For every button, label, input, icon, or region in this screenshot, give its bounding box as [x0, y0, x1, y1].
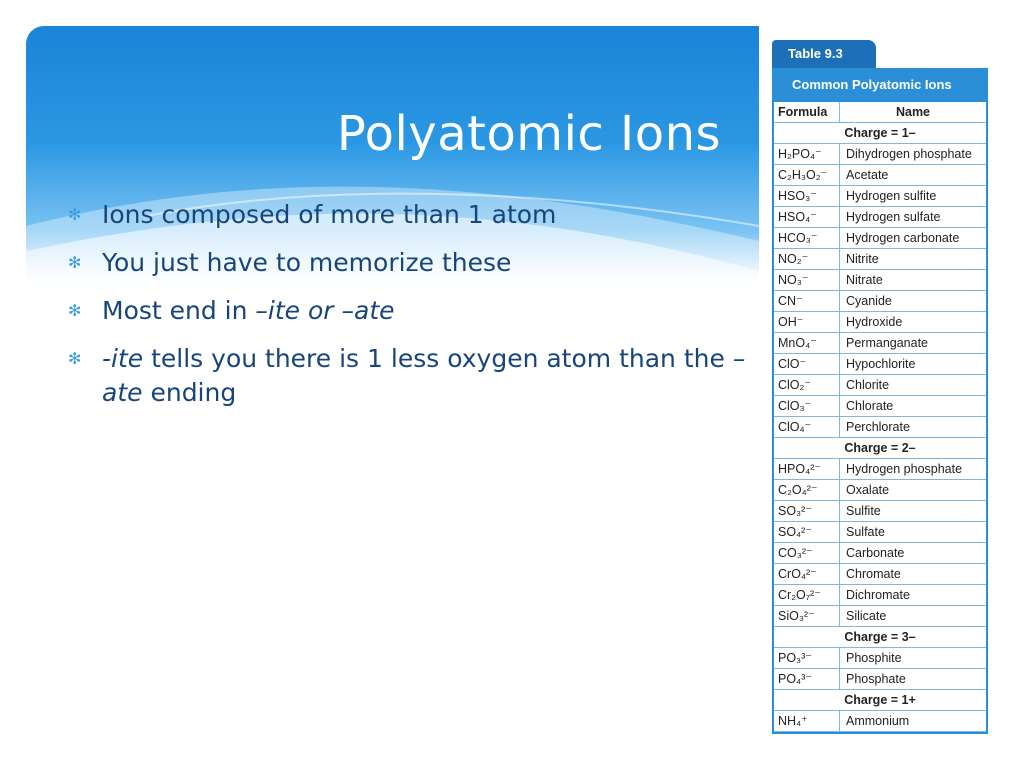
name-cell: Silicate: [846, 609, 887, 623]
formula-cell: H₂PO₄⁻: [774, 144, 840, 164]
formula-cell: HCO₃⁻: [774, 228, 840, 248]
table-row: [774, 606, 986, 627]
formula-cell: ClO₂⁻: [774, 375, 840, 395]
formula-cell: SiO₃²⁻: [774, 606, 840, 626]
table-row: [774, 291, 986, 312]
table-row: [774, 501, 986, 522]
bullet-text: You just have to memorize these: [102, 248, 512, 277]
formula-cell: CO₃²⁻: [774, 543, 840, 563]
name-cell: Dichromate: [846, 588, 910, 602]
table-row: [774, 165, 986, 186]
name-cell: Sulfite: [846, 504, 881, 518]
name-cell: Sulfate: [846, 525, 885, 539]
table-row: [774, 207, 986, 228]
table-row: [774, 648, 986, 669]
bullet-list: [68, 198, 758, 424]
formula-cell: HSO₃⁻: [774, 186, 840, 206]
table-row: [774, 585, 986, 606]
table-row: [774, 417, 986, 438]
charge-group-row: [774, 438, 986, 459]
table-row: [774, 669, 986, 690]
name-cell: Hydrogen sulfate: [846, 210, 941, 224]
name-cell: Nitrite: [846, 252, 879, 266]
charge-label: Charge = 2–: [844, 441, 916, 455]
name-cell: Hydroxide: [846, 315, 903, 329]
formula-cell: MnO₄⁻: [774, 333, 840, 353]
table-row: [774, 312, 986, 333]
name-cell: Dihydrogen phosphate: [846, 147, 972, 161]
table-header-row: [774, 102, 986, 123]
bullet-text-post: ending: [142, 378, 237, 407]
formula-cell: NH₄⁺: [774, 711, 840, 731]
name-cell: Phosphite: [846, 651, 902, 665]
formula-cell: PO₄³⁻: [774, 669, 840, 689]
bullet-text-pre: Most end in: [102, 296, 256, 325]
name-cell: Hydrogen phosphate: [846, 462, 963, 476]
bullet-item: [68, 342, 758, 410]
table-row: [774, 354, 986, 375]
table-row: [774, 396, 986, 417]
charge-group-row: [774, 690, 986, 711]
bullet-text: Ions composed of more than 1 atom: [102, 200, 557, 229]
charge-label: Charge = 3–: [844, 630, 916, 644]
name-cell: Perchlorate: [846, 420, 910, 434]
name-cell: Carbonate: [846, 546, 905, 560]
formula-cell: ClO⁻: [774, 354, 840, 374]
table-row: [774, 564, 986, 585]
table-row: [774, 186, 986, 207]
name-cell: Permanganate: [846, 336, 929, 350]
table-grid: [772, 102, 988, 734]
charge-label: Charge = 1–: [844, 126, 916, 140]
formula-cell: PO₃³⁻: [774, 648, 840, 668]
name-header: Name: [895, 105, 931, 119]
bullet-item: [68, 198, 758, 232]
formula-cell: Cr₂O₇²⁻: [774, 585, 840, 605]
bullet-text-emphasis: –ate: [102, 344, 746, 407]
name-cell: Chromate: [846, 567, 901, 581]
formula-cell: C₂O₄²⁻: [774, 480, 840, 500]
formula-cell: HPO₄²⁻: [774, 459, 840, 479]
bullet-text-emphasis: -ite: [102, 344, 144, 373]
bullet-item: [68, 294, 758, 328]
formula-cell: HSO₄⁻: [774, 207, 840, 227]
formula-cell: CrO₄²⁻: [774, 564, 840, 584]
table-row: [774, 228, 986, 249]
bullet-text-emphasis: –ite or –ate: [255, 296, 395, 325]
name-cell: Hypochlorite: [846, 357, 916, 371]
table-number-tab: Table 9.3: [772, 40, 876, 68]
charge-label: Charge = 1+: [844, 693, 916, 707]
asterisk-icon: ✻: [68, 301, 82, 320]
formula-cell: SO₃²⁻: [774, 501, 840, 521]
table-row: [774, 480, 986, 501]
charge-group-row: [774, 123, 986, 144]
table-row: [774, 543, 986, 564]
formula-cell: CN⁻: [774, 291, 840, 311]
table-row: [774, 333, 986, 354]
formula-cell: SO₄²⁻: [774, 522, 840, 542]
name-cell: Chlorate: [846, 399, 894, 413]
polyatomic-ions-table: [772, 40, 988, 758]
table-caption: Common Polyatomic Ions: [772, 68, 988, 102]
formula-cell: ClO₃⁻: [774, 396, 840, 416]
table-row: [774, 522, 986, 543]
name-cell: Ammonium: [846, 714, 910, 728]
name-cell: Hydrogen sulfite: [846, 189, 937, 203]
formula-cell: OH⁻: [774, 312, 840, 332]
table-row: [774, 375, 986, 396]
formula-cell: ClO₄⁻: [774, 417, 840, 437]
slide-title: Polyatomic Ions: [336, 106, 721, 162]
name-cell: Phosphate: [846, 672, 906, 686]
name-cell: Chlorite: [846, 378, 890, 392]
asterisk-icon: ✻: [68, 205, 82, 224]
name-cell: Hydrogen carbonate: [846, 231, 960, 245]
bullet-item: [68, 246, 758, 280]
name-cell: Nitrate: [846, 273, 883, 287]
bullet-text-mid: tells you there is 1 less oxygen atom than the: [143, 344, 733, 373]
table-row: [774, 270, 986, 291]
name-cell: Acetate: [846, 168, 889, 182]
name-cell: Cyanide: [846, 294, 892, 308]
table-row: [774, 249, 986, 270]
table-row: [774, 459, 986, 480]
charge-group-row: [774, 627, 986, 648]
formula-cell: C₂H₃O₂⁻: [774, 165, 840, 185]
table-row: [774, 144, 986, 165]
formula-cell: NO₂⁻: [774, 249, 840, 269]
asterisk-icon: ✻: [68, 253, 82, 272]
formula-cell: NO₃⁻: [774, 270, 840, 290]
asterisk-icon: ✻: [68, 349, 82, 368]
formula-header: Formula: [774, 102, 840, 122]
name-cell: Oxalate: [846, 483, 890, 497]
table-row: [774, 711, 986, 732]
